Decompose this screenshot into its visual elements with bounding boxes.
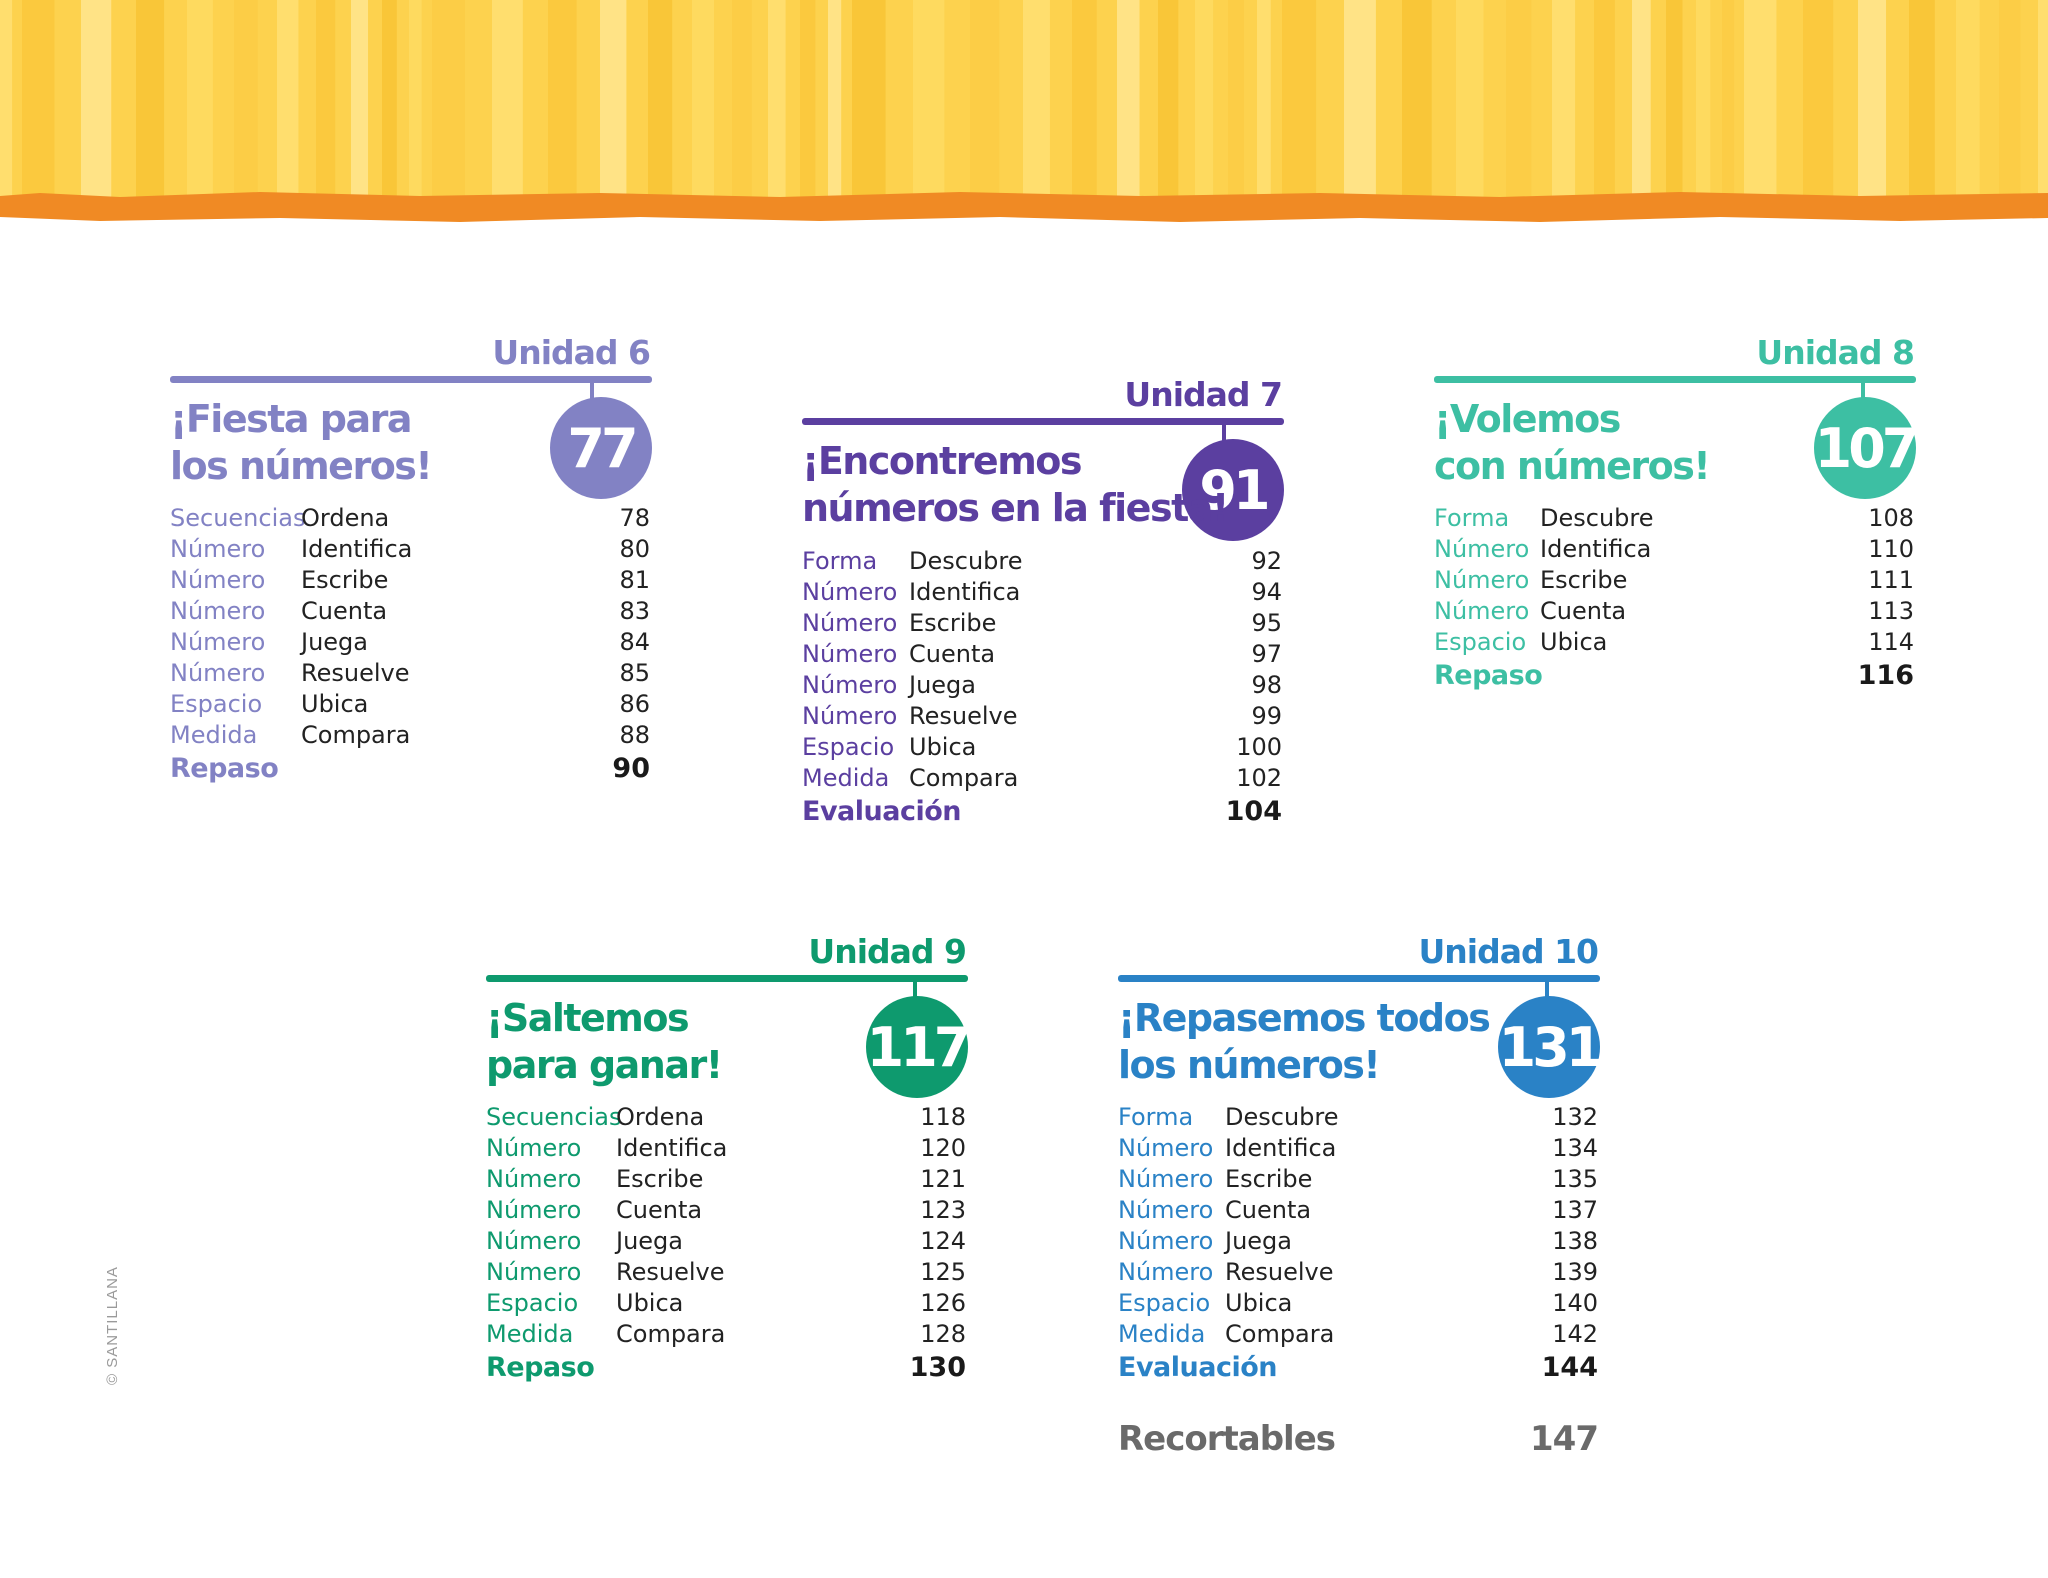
toc-category: Número <box>1118 1165 1214 1193</box>
banner-stripe <box>1858 0 1886 200</box>
toc-activity: Identifica <box>301 535 413 563</box>
toc-final-label: Repaso <box>170 753 279 784</box>
toc-page-number: 142 <box>1552 1320 1598 1348</box>
recortables-label: Recortables <box>1118 1419 1336 1459</box>
toc-activity: Compara <box>301 721 411 749</box>
toc-row <box>486 1102 968 1133</box>
unit-divider <box>1118 975 1600 982</box>
toc-final-row <box>1118 1350 1600 1386</box>
toc-activity: Juega <box>1225 1227 1292 1255</box>
unit-title-line-2: los números! <box>1118 1043 1380 1087</box>
toc-activity: Juega <box>301 628 368 656</box>
banner-stripe <box>1456 0 1484 200</box>
unit-start-page-badge: 77 <box>550 397 652 499</box>
toc-row <box>1434 534 1916 565</box>
toc-category: Número <box>486 1134 582 1162</box>
toc-activity: Descubre <box>1540 504 1654 532</box>
toc-activity: Resuelve <box>909 702 1018 730</box>
toc-row <box>1118 1257 1600 1288</box>
toc-category: Número <box>802 702 898 730</box>
banner-stripe <box>1072 0 1097 200</box>
toc-category: Número <box>486 1227 582 1255</box>
toc-page-number: 99 <box>1251 702 1282 730</box>
toc-activity: Resuelve <box>616 1258 725 1286</box>
toc-page-number: 81 <box>619 566 650 594</box>
unit-start-page-badge: 131 <box>1498 996 1600 1098</box>
unit-title-line-1: ¡Volemos <box>1434 397 1620 441</box>
banner-stripe <box>1023 0 1050 200</box>
unit-9-section <box>486 932 968 1395</box>
toc-row <box>1434 503 1916 534</box>
banner-stripe <box>732 0 752 200</box>
toc-final-label: Evaluación <box>802 796 961 827</box>
toc-row <box>486 1226 968 1257</box>
banner-stripe <box>1344 0 1376 200</box>
toc-page-number: 108 <box>1868 504 1914 532</box>
banner-stripe <box>351 0 368 200</box>
toc-page-number: 92 <box>1251 547 1282 575</box>
banner-stripe <box>548 0 577 200</box>
toc-row <box>802 732 1284 763</box>
toc-activity: Ubica <box>616 1289 684 1317</box>
toc-row <box>486 1195 968 1226</box>
toc-page-number: 132 <box>1552 1103 1598 1131</box>
banner-stripe <box>768 0 786 200</box>
toc-page-number: 120 <box>920 1134 966 1162</box>
banner-stripe <box>22 0 54 200</box>
unit-divider <box>802 418 1284 425</box>
unit-title-line-2: para ganar! <box>486 1043 722 1087</box>
toc-final-page: 90 <box>612 753 650 784</box>
toc-category: Número <box>1434 597 1530 625</box>
toc-category: Espacio <box>802 733 895 761</box>
banner-stripe <box>1117 0 1140 200</box>
unit-divider <box>486 975 968 982</box>
toc-activity: Escribe <box>301 566 389 594</box>
banner-stripe <box>187 0 213 200</box>
toc-activity: Compara <box>909 764 1019 792</box>
toc-activity: Identifica <box>1225 1134 1337 1162</box>
toc-category: Número <box>486 1258 582 1286</box>
recortables-entry <box>1118 1419 1598 1463</box>
banner-stripe <box>136 0 164 200</box>
toc-page-number: 128 <box>920 1320 966 1348</box>
banner-stripe <box>1195 0 1213 200</box>
toc-category: Número <box>1434 566 1530 594</box>
toc-page-number: 95 <box>1251 609 1282 637</box>
toc-category: Forma <box>1118 1103 1194 1131</box>
toc-activity: Cuenta <box>1540 597 1627 625</box>
banner-stripe <box>600 0 626 200</box>
unit-contents <box>1434 503 1916 694</box>
striped-banner <box>0 0 2048 225</box>
toc-final-label: Repaso <box>486 1352 595 1383</box>
toc-activity: Identifica <box>616 1134 728 1162</box>
banner-stripe <box>492 0 523 200</box>
toc-activity: Escribe <box>1225 1165 1313 1193</box>
toc-category: Forma <box>802 547 878 575</box>
toc-final-label: Evaluación <box>1118 1352 1277 1383</box>
toc-category: Número <box>170 628 266 656</box>
toc-final-label: Repaso <box>1434 660 1543 691</box>
toc-row <box>170 596 652 627</box>
toc-page-number: 138 <box>1552 1227 1598 1255</box>
toc-row <box>1434 627 1916 658</box>
toc-category: Número <box>1118 1227 1214 1255</box>
toc-page-number: 94 <box>1251 578 1282 606</box>
banner-stripe <box>913 0 944 200</box>
unit-8-section <box>1434 333 1916 736</box>
toc-page-number: 102 <box>1236 764 1282 792</box>
banner-stripe <box>1722 0 1734 200</box>
toc-row <box>802 701 1284 732</box>
toc-category: Medida <box>486 1320 574 1348</box>
unit-contents <box>802 546 1284 830</box>
banner-stripe <box>316 0 335 200</box>
toc-activity: Resuelve <box>301 659 410 687</box>
banner-stripe <box>1402 0 1432 200</box>
toc-category: Espacio <box>1434 628 1527 656</box>
toc-final-page: 144 <box>1541 1352 1598 1383</box>
unit-start-page-badge: 91 <box>1182 439 1284 541</box>
banner-orange-band <box>0 192 2048 222</box>
toc-row <box>1118 1288 1600 1319</box>
banner-stripe <box>81 0 111 200</box>
toc-activity: Escribe <box>616 1165 704 1193</box>
banner-stripe <box>0 0 12 200</box>
unit-contents <box>170 503 652 787</box>
toc-page-number: 139 <box>1552 1258 1598 1286</box>
banner-stripe <box>277 0 298 200</box>
banner-stripe <box>1666 0 1683 200</box>
banner-stripe <box>1552 0 1575 200</box>
toc-final-page: 130 <box>909 1352 966 1383</box>
unit-title-line-2: números en la fiesta! <box>802 486 1228 530</box>
unit-title-line-1: ¡Saltemos <box>486 996 689 1040</box>
toc-row <box>170 720 652 751</box>
toc-page-number: 97 <box>1251 640 1282 668</box>
toc-final-row <box>1434 658 1916 694</box>
toc-page-number: 140 <box>1552 1289 1598 1317</box>
toc-final-row <box>170 751 652 787</box>
toc-category: Número <box>1118 1196 1214 1224</box>
toc-activity: Descubre <box>909 547 1023 575</box>
toc-activity: Escribe <box>1540 566 1628 594</box>
unit-label: Unidad 6 <box>492 333 650 372</box>
toc-category: Número <box>1118 1258 1214 1286</box>
toc-page-number: 78 <box>619 504 650 532</box>
toc-final-page: 104 <box>1225 796 1282 827</box>
toc-page-number: 80 <box>619 535 650 563</box>
toc-row <box>486 1319 968 1350</box>
toc-activity: Ubica <box>1540 628 1608 656</box>
banner-stripe <box>648 0 672 200</box>
toc-page-number: 88 <box>619 721 650 749</box>
toc-page-number: 84 <box>619 628 650 656</box>
toc-category: Espacio <box>486 1289 579 1317</box>
toc-category: Número <box>1434 535 1530 563</box>
unit-label: Unidad 7 <box>1124 375 1282 414</box>
toc-row <box>486 1288 968 1319</box>
toc-page-number: 86 <box>619 690 650 718</box>
banner-stripe <box>1506 0 1531 200</box>
toc-category: Número <box>802 671 898 699</box>
banner-stripe <box>1803 0 1833 200</box>
banner-stripe <box>828 0 841 200</box>
toc-row <box>1118 1102 1600 1133</box>
toc-category: Número <box>802 578 898 606</box>
banner-stripe <box>970 0 999 200</box>
toc-row <box>1118 1226 1600 1257</box>
toc-page-number: 114 <box>1868 628 1914 656</box>
toc-row <box>802 670 1284 701</box>
toc-row <box>486 1164 968 1195</box>
toc-page-number: 118 <box>920 1103 966 1131</box>
toc-row <box>170 689 652 720</box>
unit-7-section <box>802 375 1284 838</box>
copyright-notice: © SANTILLANA <box>104 1266 121 1385</box>
toc-final-row <box>486 1350 968 1386</box>
toc-row <box>1118 1164 1600 1195</box>
toc-activity: Cuenta <box>1225 1196 1312 1224</box>
banner-stripe <box>1999 0 2020 200</box>
toc-row <box>170 565 652 596</box>
unit-divider <box>170 376 652 383</box>
toc-row <box>802 577 1284 608</box>
toc-row <box>1118 1133 1600 1164</box>
unit-10-section <box>1118 932 1600 1395</box>
toc-activity: Resuelve <box>1225 1258 1334 1286</box>
toc-activity: Identifica <box>1540 535 1652 563</box>
unit-divider <box>1434 376 1916 383</box>
toc-row <box>486 1133 968 1164</box>
toc-category: Número <box>170 597 266 625</box>
toc-activity: Escribe <box>909 609 997 637</box>
unit-title-line-1: ¡Fiesta para <box>170 397 411 441</box>
banner-stripe <box>1632 0 1651 200</box>
unit-title-line-2: con números! <box>1434 444 1710 488</box>
toc-activity: Descubre <box>1225 1103 1339 1131</box>
banner-stripe <box>1909 0 1935 200</box>
toc-category: Número <box>486 1165 582 1193</box>
unit-label: Unidad 8 <box>1756 333 1914 372</box>
toc-category: Medida <box>170 721 258 749</box>
toc-page-number: 83 <box>619 597 650 625</box>
toc-row <box>170 503 652 534</box>
toc-row <box>170 658 652 689</box>
toc-category: Número <box>170 566 266 594</box>
toc-row <box>170 627 652 658</box>
toc-page-number: 121 <box>920 1165 966 1193</box>
banner-stripe <box>1282 0 1316 200</box>
toc-activity: Compara <box>616 1320 726 1348</box>
toc-page-number: 85 <box>619 659 650 687</box>
unit-start-page-badge: 117 <box>866 996 968 1098</box>
banner-stripe <box>2038 0 2048 200</box>
banner-stripe <box>1696 0 1710 200</box>
unit-title-line-2: los números! <box>170 444 432 488</box>
unit-label: Unidad 10 <box>1418 932 1598 971</box>
unit-6-section <box>170 333 652 796</box>
toc-category: Espacio <box>1118 1289 1211 1317</box>
toc-category: Espacio <box>170 690 263 718</box>
banner-stripe <box>852 0 886 200</box>
toc-category: Número <box>1118 1134 1214 1162</box>
unit-contents <box>1118 1102 1600 1386</box>
toc-page-number: 123 <box>920 1196 966 1224</box>
toc-category: Medida <box>1118 1320 1206 1348</box>
unit-title-line-1: ¡Encontremos <box>802 439 1082 483</box>
toc-activity: Ordena <box>616 1103 705 1131</box>
banner-stripe <box>1257 0 1271 200</box>
banner-stripe <box>1744 0 1776 200</box>
toc-category: Número <box>802 609 898 637</box>
banner-stripe <box>1594 0 1615 200</box>
unit-label: Unidad 9 <box>808 932 966 971</box>
toc-activity: Juega <box>616 1227 683 1255</box>
toc-row <box>802 546 1284 577</box>
toc-activity: Ubica <box>909 733 977 761</box>
toc-final-row <box>802 794 1284 830</box>
toc-activity: Compara <box>1225 1320 1335 1348</box>
toc-activity: Ubica <box>301 690 369 718</box>
toc-row <box>1118 1195 1600 1226</box>
toc-activity: Cuenta <box>301 597 388 625</box>
toc-final-page: 116 <box>1857 660 1914 691</box>
toc-row <box>486 1257 968 1288</box>
toc-page-number: 100 <box>1236 733 1282 761</box>
toc-page-number: 111 <box>1868 566 1914 594</box>
banner-stripe <box>409 0 422 200</box>
toc-category: Forma <box>1434 504 1510 532</box>
recortables-page: 147 <box>1530 1419 1598 1459</box>
toc-row <box>802 763 1284 794</box>
toc-page-number: 113 <box>1868 597 1914 625</box>
toc-activity: Juega <box>909 671 976 699</box>
toc-page-number: 126 <box>920 1289 966 1317</box>
unit-start-page-badge: 107 <box>1814 397 1916 499</box>
toc-activity: Ordena <box>301 504 390 532</box>
toc-category: Número <box>486 1196 582 1224</box>
toc-page-number: 98 <box>1251 671 1282 699</box>
toc-category: Número <box>802 640 898 668</box>
toc-row <box>802 608 1284 639</box>
banner-stripe <box>1158 0 1178 200</box>
toc-row <box>1434 565 1916 596</box>
toc-page-number: 110 <box>1868 535 1914 563</box>
toc-activity: Ubica <box>1225 1289 1293 1317</box>
toc-category: Secuencias <box>170 504 306 532</box>
banner-stripe <box>1956 0 1980 200</box>
banner-stripe <box>432 0 465 200</box>
unit-title-line-1: ¡Repasemos todos <box>1118 996 1490 1040</box>
banner-stripe <box>692 0 714 200</box>
toc-activity: Cuenta <box>616 1196 703 1224</box>
toc-page-number: 125 <box>920 1258 966 1286</box>
toc-row <box>1118 1319 1600 1350</box>
toc-page-number: 135 <box>1552 1165 1598 1193</box>
toc-category: Número <box>170 535 266 563</box>
banner-stripe <box>800 0 815 200</box>
toc-activity: Identifica <box>909 578 1021 606</box>
toc-page-number: 134 <box>1552 1134 1598 1162</box>
unit-contents <box>486 1102 968 1386</box>
toc-activity: Cuenta <box>909 640 996 668</box>
toc-row <box>1434 596 1916 627</box>
toc-row <box>170 534 652 565</box>
toc-category: Secuencias <box>486 1103 622 1131</box>
toc-row <box>802 639 1284 670</box>
toc-category: Medida <box>802 764 890 792</box>
banner-stripe <box>1228 0 1244 200</box>
banner-stripe <box>382 0 397 200</box>
toc-category: Número <box>170 659 266 687</box>
banner-stripe <box>234 0 258 200</box>
toc-page-number: 137 <box>1552 1196 1598 1224</box>
toc-page-number: 124 <box>920 1227 966 1255</box>
